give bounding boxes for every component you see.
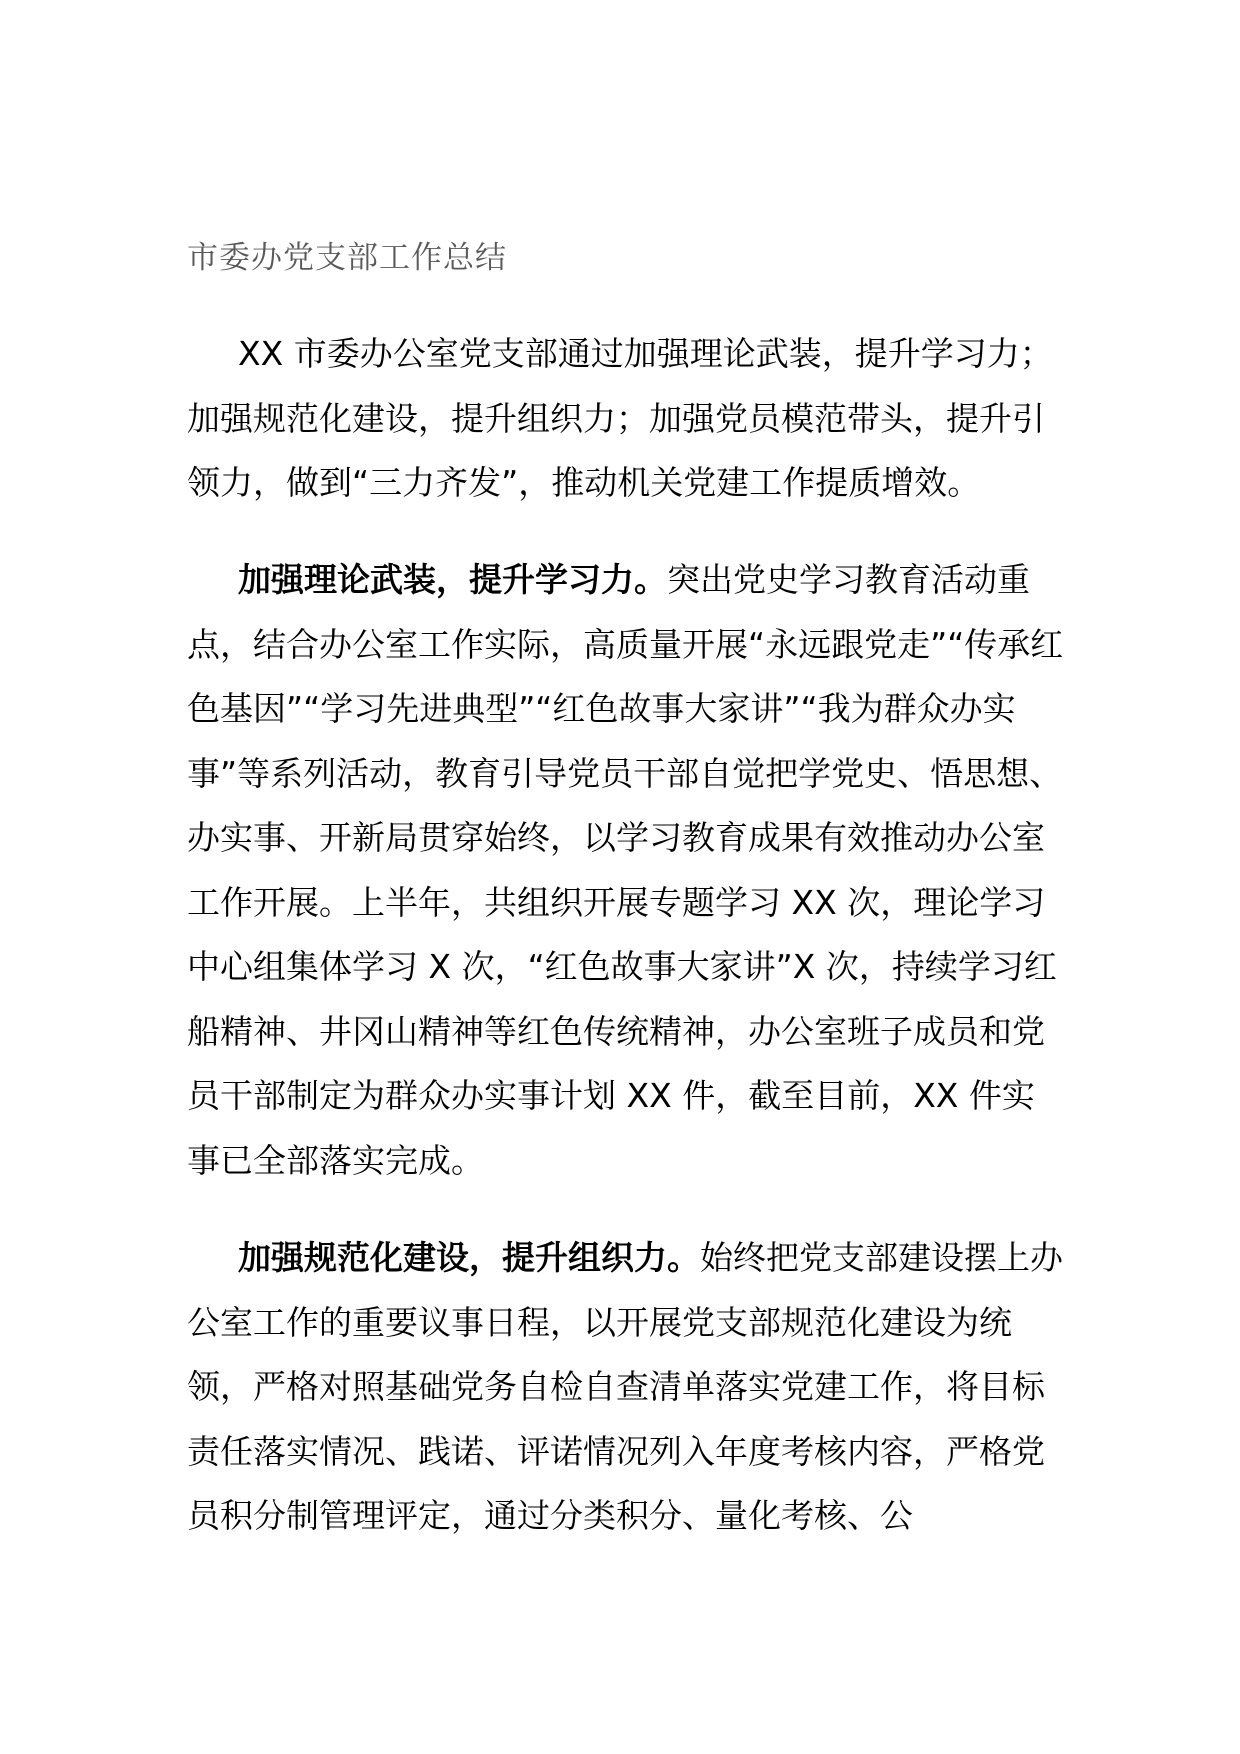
paragraph-standardization	[187, 1226, 1067, 1586]
paragraph-body: 始终把党支部建设摆上办公室工作的重要议事日程，以开展党支部规范化建设为统领，严格对照基础党务自检自查清单落实党建工作，将目标责任落实情况、践诺、评诺情况列入年度考核内容，严格党员积分制管理评定，通过分类积分、量化考核、公	[187, 1238, 1063, 1535]
paragraph-intro	[187, 322, 1067, 522]
paragraph-lead: 加强规范化建设，提升组织力。	[238, 1238, 700, 1277]
paragraph-body: XX 市委办公室党支部通过加强理论武装，提升学习力；加强规范化建设，提升组织力；加强党员模范带头，提升引领力，做到“三力齐发”，推动机关党建工作提质增效。	[187, 334, 1053, 502]
document-title: 市委办党支部工作总结	[187, 240, 507, 276]
paragraph-lead: 加强理论武装，提升学习力。	[238, 560, 667, 599]
paragraph-body: 突出党史学习教育活动重点，结合办公室工作实际，高质量开展“永远跟党走”“传承红色基因”“学习先进典型”“红色故事大家讲”“我为群众办实事”等系列活动，教育引导党员干部自觉把学党史、悟思想、办实事、开新局贯穿始终，以学习教育成果有效推动办公室工作开展。上半年，共组织开展专题学习 XX 次，理论学习中心组集体学习 X 次，“红色故事大家讲”X 次，持续学习红船精神、井冈山精神等红色传统精神，办公室班子成员和党员干部制定为群众办实事计划 XX 件，截至目前，XX 件实事已全部落实完成。	[187, 560, 1064, 1180]
paragraph-theory-study	[187, 548, 1067, 1198]
